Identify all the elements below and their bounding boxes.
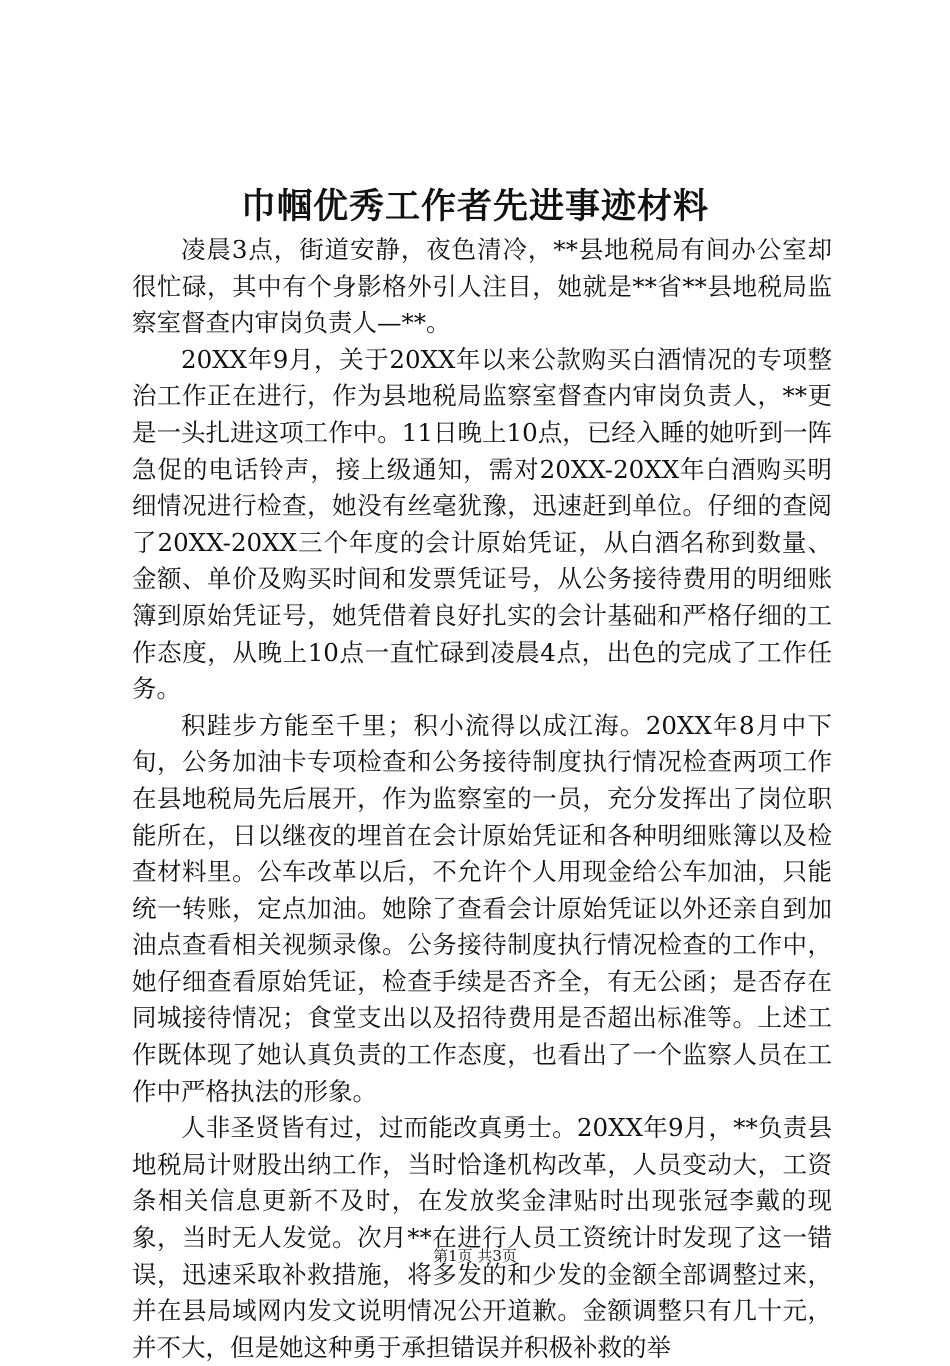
paragraph: 20XX年9月，关于20XX年以来公款购买白酒情况的专项整治工作正在进行，作为县地税局监察室督查内审岗负责人，**更是一头扎进这项工作中。11日晚上10点，已经入睡的她听到一阵急促的电话铃声，接上级通知，需对20XX-20XX年白酒购买明细情况进行检查，她没有丝毫犹豫，迅速赶到单位。仔细的查阅了20XX-20XX三个年度的会计原始凭证，从白酒名称到数量、金额、单价及购买时间和发票凭证号，从公务接待费用的明细账簿到原始凭证号，她凭借着良好扎实的会计基础和严格仔细的工作态度，从晚上10点一直忙碌到凌晨4点，出色的完成了工作任务。 — [132, 344, 832, 704]
document-body — [132, 232, 832, 1366]
paragraph: 人非圣贤皆有过，过而能改真勇士。20XX年9月，**负责县地税局计财股出纳工作，当时恰逢机构改革，人员变动大，工资条相关信息更新不及时，在发放奖金津贴时出现张冠李戴的现象，当时无人发觉。次月**在进行人员工资统计时发现了这一错误，迅速采取补救措施，将多发的和少发的金额全部调整过来，并在县局域网内发文说明情况公开道歉。金额调整只有几十元，并不大，但是她这种勇于承担错误并积极补救的举 — [132, 1113, 832, 1362]
page-footer: 第1页 共3页 — [433, 1247, 517, 1265]
paragraph: 凌晨3点，街道安静，夜色清冷，**县地税局有间办公室却很忙碌，其中有个身影格外引人注目，她就是**省**县地税局监察室督查内审岗负责人—**。 — [132, 235, 832, 338]
paragraph: 积跬步方能至千里；积小流得以成江海。20XX年8月中下旬，公务加油卡专项检查和公务接待制度执行情况检查两项工作在县地税局先后展开，作为监察室的一员，充分发挥出了岗位职能所在，日以继夜的埋首在会计原始凭证和各种明细账簿以及检查材料里。公车改革以后，不允许个人用现金给公车加油，只能统一转账，定点加油。她除了查看会计原始凭证以外还亲自到加油点查看相关视频录像。公务接待制度执行情况检查的工作中，她仔细查看原始凭证，检查手续是否齐全，有无公函；是否存在同城接待情况；食堂支出以及招待费用是否超出标准等。上述工作既体现了她认真负责的工作态度，也看出了一个监察人员在工作中严格执法的形象。 — [132, 710, 832, 1106]
document-title: 巾帼优秀工作者先进事迹材料 — [240, 186, 709, 227]
